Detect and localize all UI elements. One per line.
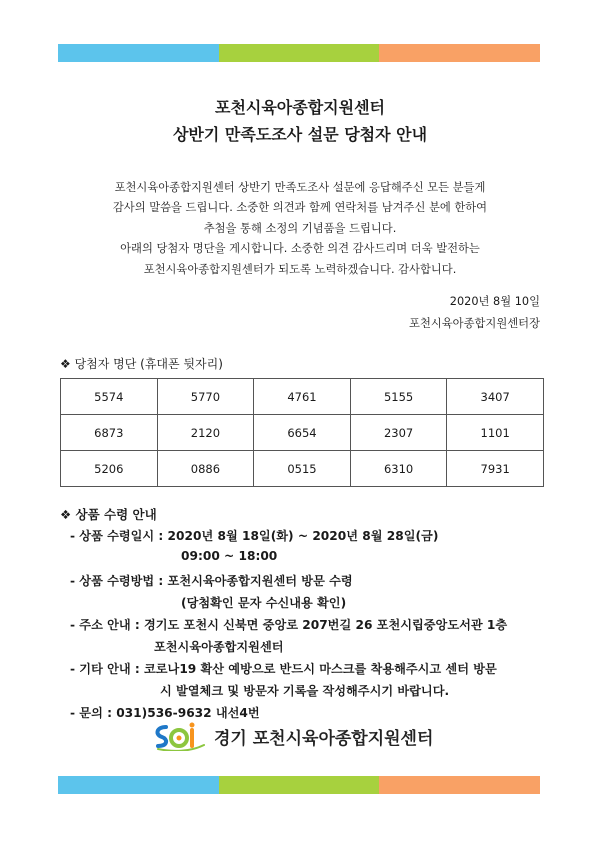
winner-cell: 7931 <box>447 451 544 487</box>
winner-cell: 1101 <box>447 415 544 451</box>
top-color-bar <box>58 44 540 62</box>
winner-cell: 0515 <box>254 451 351 487</box>
winner-cell: 4761 <box>254 379 351 415</box>
winner-cell: 6654 <box>254 415 351 451</box>
intro-line: 포천시육아종합지원센터가 되도록 노력하겠습니다. 감사합니다. <box>143 262 457 276</box>
winners-heading: ❖ 당첨자 명단 (휴대폰 뒷자리) <box>60 357 223 371</box>
footer-logo <box>152 721 433 751</box>
winner-cell: 2307 <box>350 415 447 451</box>
winner-cell: 5770 <box>157 379 254 415</box>
intro-line: 포천시육아종합지원센터 상반기 만족도조사 설문에 응답해주신 모든 분들게 <box>114 181 486 194</box>
winner-cell: 6310 <box>350 451 447 487</box>
page-title-line1: 포천시육아종합지원센터 <box>214 98 386 117</box>
bar-segment-orange <box>379 44 540 62</box>
bar-segment-blue <box>58 44 219 62</box>
winner-cell: 2120 <box>157 415 254 451</box>
prize-line-other: - 기타 안내 : 코로나19 확산 예방으로 반드시 마스크를 착용해주시고 센터 방문 <box>70 662 497 676</box>
prize-heading: ❖ 상품 수령 안내 <box>60 507 157 522</box>
prize-line-address-cont: 포천시육아종합지원센터 <box>154 640 284 654</box>
winner-cell: 5206 <box>61 451 158 487</box>
prize-line-method-note: (당첨확인 문자 수신내용 확인) <box>181 596 347 610</box>
intro-line: 감사의 말씀을 드립니다. 소중한 의견과 함께 연락처를 남겨주신 분에 한하여 <box>112 201 488 215</box>
page-title-line2: 상반기 만족도조사 설문 당첨자 안내 <box>172 125 428 144</box>
bar-segment-blue <box>58 776 219 794</box>
intro-line: 아래의 당첨자 명단을 게시합니다. 소중한 의견 감사드리며 더욱 발전하는 <box>120 242 480 256</box>
prize-line-other-cont: 시 발열체크 및 방문자 기록을 작성해주시기 바랍니다. <box>160 684 450 698</box>
footer-logo-text: 경기 포천시육아종합지원센터 <box>214 728 434 749</box>
notice-date: 2020년 8월 10일 <box>449 295 540 308</box>
winner-cell: 5155 <box>350 379 447 415</box>
winner-cell: 5574 <box>61 379 158 415</box>
center-logo-icon <box>152 721 208 751</box>
notice-issuer: 포천시육아종합지원센터장 <box>409 317 540 330</box>
table-row <box>61 415 544 451</box>
table-row <box>61 451 544 487</box>
prize-line-time: 09:00 ~ 18:00 <box>181 549 278 563</box>
prize-line-contact: - 문의 : 031)536-9632 내선4번 <box>70 706 260 720</box>
winners-table <box>60 378 544 487</box>
intro-line: 추첨을 통해 소정의 기념품을 드립니다. <box>203 221 397 235</box>
prize-line-address: - 주소 안내 : 경기도 포천시 신북면 중앙로 207번길 26 포천시립중앙도서관 1층 <box>70 618 508 632</box>
bar-segment-green <box>219 44 380 62</box>
bar-segment-green <box>219 776 380 794</box>
winner-cell: 3407 <box>447 379 544 415</box>
prize-line-date: - 상품 수령일시 : 2020년 8월 18일(화) ~ 2020년 8월 28일(금) <box>70 529 439 543</box>
intro-paragraph <box>0 178 600 280</box>
bar-segment-orange <box>379 776 540 794</box>
bottom-color-bar <box>58 776 540 794</box>
prize-line-method: - 상품 수령방법 : 포천시육아종합지원센터 방문 수령 <box>70 574 353 588</box>
table-row <box>61 379 544 415</box>
winner-cell: 6873 <box>61 415 158 451</box>
winner-cell: 0886 <box>157 451 254 487</box>
